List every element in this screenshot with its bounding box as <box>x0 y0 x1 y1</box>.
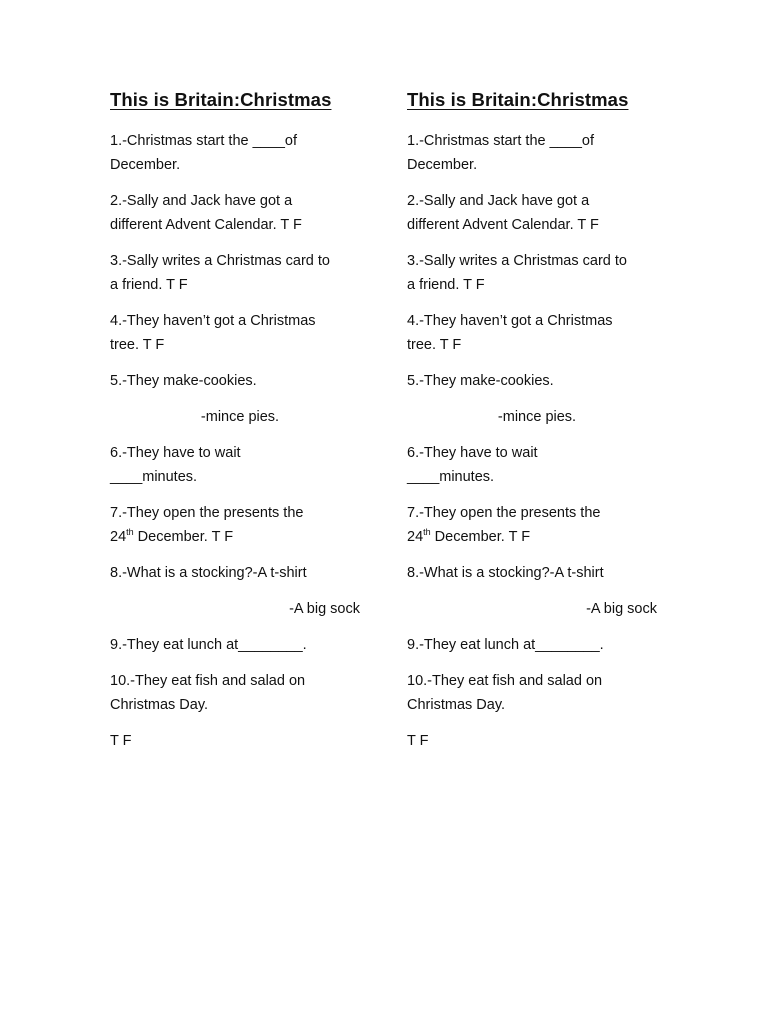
question-8-option: -A big sock <box>586 601 657 617</box>
question-10-line-1: 10.-They eat fish and salad on <box>110 673 306 689</box>
question-7-line-2 <box>110 525 370 549</box>
question-7-day: 24 <box>110 529 127 545</box>
question-1-line-1: 1.-Christmas start the ____of <box>110 133 297 149</box>
question-9 <box>407 633 667 657</box>
worksheet-title: This is Britain:Christmas <box>407 89 629 110</box>
question-6-line-1: 6.-They have to wait <box>110 445 241 461</box>
question-3 <box>407 249 667 297</box>
question-10 <box>407 669 667 717</box>
question-4-line-2: tree. T F <box>407 337 462 353</box>
question-4 <box>407 309 667 357</box>
question-7-rest: December. T F <box>430 529 531 545</box>
question-3-line-1: 3.-Sally writes a Christmas card to <box>407 253 627 269</box>
question-1-line-2: December. <box>407 157 478 173</box>
question-7-ordinal: th <box>126 527 134 538</box>
question-1 <box>407 129 667 177</box>
question-10 <box>110 669 370 717</box>
question-5 <box>407 369 667 393</box>
question-8-line-1: 8.-What is a stocking?-A t-shirt <box>407 565 604 581</box>
question-7 <box>110 501 370 549</box>
question-4-line-1: 4.-They haven’t got a Christmas <box>110 313 316 329</box>
question-6-line-2: ____minutes. <box>407 469 495 485</box>
question-9-line-1: 9.-They eat lunch at________. <box>110 637 307 653</box>
question-2-line-1: 2.-Sally and Jack have got a <box>407 193 590 209</box>
worksheet-right <box>407 88 667 765</box>
worksheet-left <box>110 88 370 765</box>
question-5-option: -mince pies. <box>200 409 280 425</box>
question-8-line-1: 8.-What is a stocking?-A t-shirt <box>110 565 307 581</box>
question-10-true-false: T F <box>110 733 132 749</box>
question-1 <box>110 129 370 177</box>
question-4-line-1: 4.-They haven’t got a Christmas <box>407 313 613 329</box>
question-2-line-2: different Advent Calendar. T F <box>110 217 302 233</box>
question-2-line-1: 2.-Sally and Jack have got a <box>110 193 293 209</box>
question-6-line-2: ____minutes. <box>110 469 198 485</box>
question-1-line-2: December. <box>110 157 181 173</box>
question-7-line-2 <box>407 525 667 549</box>
question-9 <box>110 633 370 657</box>
question-7-day: 24 <box>407 529 424 545</box>
question-4-line-2: tree. T F <box>110 337 165 353</box>
question-7-rest: December. T F <box>133 529 234 545</box>
question-3-line-2: a friend. T F <box>407 277 485 293</box>
question-7 <box>407 501 667 549</box>
question-9-line-1: 9.-They eat lunch at________. <box>407 637 604 653</box>
question-8 <box>407 561 667 585</box>
question-3 <box>110 249 370 297</box>
question-5-line-1: 5.-They make-cookies. <box>407 373 554 389</box>
worksheet-title: This is Britain:Christmas <box>110 89 332 110</box>
question-4 <box>110 309 370 357</box>
question-2 <box>407 189 667 237</box>
question-3-line-1: 3.-Sally writes a Christmas card to <box>110 253 330 269</box>
question-5-line-1: 5.-They make-cookies. <box>110 373 257 389</box>
question-10-true-false: T F <box>407 733 429 749</box>
question-5 <box>110 369 370 393</box>
question-10-line-2: Christmas Day. <box>407 697 506 713</box>
question-3-line-2: a friend. T F <box>110 277 188 293</box>
question-6-line-1: 6.-They have to wait <box>407 445 538 461</box>
question-8-option: -A big sock <box>289 601 360 617</box>
question-6 <box>110 441 370 489</box>
question-7-ordinal: th <box>423 527 431 538</box>
question-2-line-2: different Advent Calendar. T F <box>407 217 599 233</box>
question-8 <box>110 561 370 585</box>
question-10-line-2: Christmas Day. <box>110 697 209 713</box>
question-1-line-1: 1.-Christmas start the ____of <box>407 133 594 149</box>
question-10-line-1: 10.-They eat fish and salad on <box>407 673 603 689</box>
question-6 <box>407 441 667 489</box>
question-2 <box>110 189 370 237</box>
question-5-option: -mince pies. <box>497 409 577 425</box>
question-7-line-1: 7.-They open the presents the <box>407 505 601 521</box>
question-7-line-1: 7.-They open the presents the <box>110 505 304 521</box>
